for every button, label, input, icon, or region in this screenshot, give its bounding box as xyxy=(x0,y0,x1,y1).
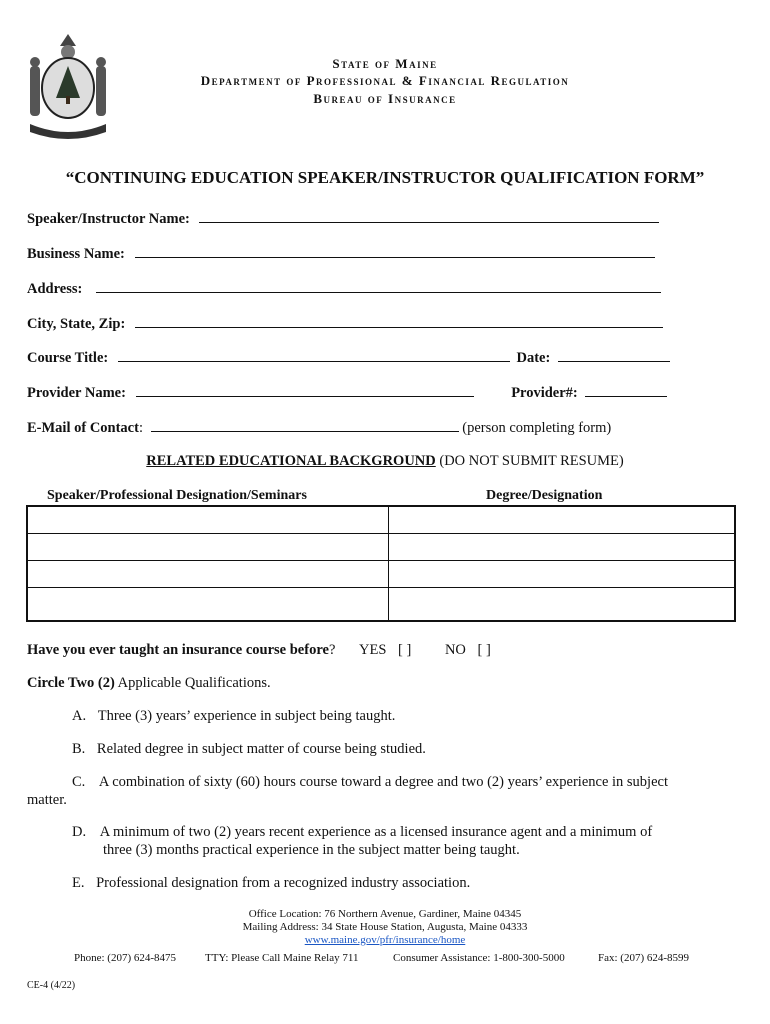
email-row: E-Mail of Contact: (person completing form) xyxy=(27,420,612,436)
circle-instruction xyxy=(27,675,271,692)
date-label: Date: xyxy=(516,350,551,366)
footer-url-link[interactable]: www.maine.gov/pfr/insurance/home xyxy=(304,934,466,946)
footer-url-row xyxy=(0,934,770,946)
circle-instruction-bold: Circle Two (2) xyxy=(27,675,115,691)
provider-name-field[interactable] xyxy=(136,384,474,397)
speaker-name-label: Speaker/Instructor Name: xyxy=(27,211,190,227)
col-header-designation: Speaker/Professional Designation/Seminars xyxy=(47,488,307,503)
provider-name-label: Provider Name: xyxy=(27,385,126,401)
table-row xyxy=(27,588,735,622)
option-d[interactable] xyxy=(72,824,652,841)
no-label: NO xyxy=(444,642,466,658)
option-letter: E. xyxy=(72,875,85,891)
provider-row xyxy=(27,384,667,402)
email-field[interactable] xyxy=(151,419,459,432)
speaker-name-row xyxy=(27,210,659,228)
table-row xyxy=(27,534,735,561)
col-header-degree: Degree/Designation xyxy=(486,488,603,503)
address-label: Address: xyxy=(27,281,83,297)
footer-phone: Phone: (207) 624-8475 xyxy=(74,952,177,964)
footer-office: Office Location: 76 Northern Avenue, Gardiner, Maine 04345 xyxy=(248,908,522,920)
table-cell[interactable] xyxy=(389,534,736,561)
table-row xyxy=(27,506,735,534)
yes-label: YES xyxy=(359,642,387,658)
footer-fax: Fax: (207) 624-8599 xyxy=(598,952,690,964)
option-c-continued: matter. xyxy=(27,792,67,808)
table-row xyxy=(27,561,735,588)
option-text: Related degree in subject matter of course being studied. xyxy=(96,741,426,757)
course-title-row xyxy=(27,349,670,367)
yes-checkbox[interactable]: [ ] xyxy=(398,642,412,658)
city-state-zip-row xyxy=(27,315,663,333)
business-name-field[interactable] xyxy=(135,245,655,258)
option-letter: A. xyxy=(72,708,87,724)
business-name-row xyxy=(27,245,655,263)
taught-question: Have you ever taught an insurance course before xyxy=(27,642,329,658)
footer-tty: TTY: Please Call Maine Relay 711 xyxy=(205,952,359,964)
footer-consumer: Consumer Assistance: 1-800-300-5000 xyxy=(393,952,565,964)
taught-question-row: Have you ever taught an insurance course before? YES [ ] NO [ ] xyxy=(27,642,491,658)
option-text: Three (3) years’ experience in subject being taught. xyxy=(97,708,396,724)
email-label: E-Mail of Contact xyxy=(27,420,139,436)
state-seal-icon xyxy=(26,32,110,140)
city-state-zip-field[interactable] xyxy=(135,315,663,328)
header-bureau: Bureau of Insurance xyxy=(313,91,457,106)
no-checkbox[interactable]: [ ] xyxy=(477,642,491,658)
table-cell[interactable] xyxy=(27,561,389,588)
course-title-field[interactable] xyxy=(118,349,510,362)
background-heading-row xyxy=(0,453,770,470)
option-b[interactable] xyxy=(72,741,426,758)
form-code: CE-4 (4/22) xyxy=(27,980,76,991)
circle-instruction-text: Applicable Qualifications. xyxy=(117,675,271,691)
option-text: A minimum of two (2) years recent experience as a licensed insurance agent and a minimum of xyxy=(99,824,653,840)
background-note: (DO NOT SUBMIT RESUME) xyxy=(439,453,624,469)
course-title-label: Course Title: xyxy=(27,350,109,366)
option-letter: D. xyxy=(72,824,87,840)
header-department: Department of Professional & Financial Regulation xyxy=(200,73,570,88)
provider-number-field[interactable] xyxy=(585,384,667,397)
option-c[interactable] xyxy=(72,774,668,791)
table-cell[interactable] xyxy=(27,588,389,622)
table-cell[interactable] xyxy=(27,506,389,534)
option-letter: C. xyxy=(72,774,86,790)
option-letter: B. xyxy=(72,741,86,757)
email-suffix: (person completing form) xyxy=(462,420,612,436)
table-cell[interactable] xyxy=(389,588,736,622)
option-a[interactable] xyxy=(72,708,395,725)
option-text: Professional designation from a recognized industry association. xyxy=(96,875,471,891)
address-row xyxy=(27,280,661,298)
header-state: State of Maine xyxy=(332,56,438,71)
form-title: “CONTINUING EDUCATION SPEAKER/INSTRUCTOR QUALIFICATION FORM” xyxy=(65,168,705,187)
option-d-continued: three (3) months practical experience in the subject matter being taught. xyxy=(103,842,520,858)
table-cell[interactable] xyxy=(27,534,389,561)
date-field[interactable] xyxy=(558,349,670,362)
speaker-name-field[interactable] xyxy=(199,210,659,223)
provider-number-label: Provider#: xyxy=(511,385,578,401)
address-field[interactable] xyxy=(96,280,661,293)
business-name-label: Business Name: xyxy=(27,246,125,262)
footer-mailing: Mailing Address: 34 State House Station, Augusta, Maine 04333 xyxy=(242,921,528,933)
table-cell[interactable] xyxy=(389,506,736,534)
background-heading: RELATED EDUCATIONAL BACKGROUND xyxy=(146,453,436,469)
option-text: A combination of sixty (60) hours course toward a degree and two (2) years’ experience in subject xyxy=(98,774,668,790)
background-table xyxy=(26,505,736,622)
option-e[interactable] xyxy=(72,875,470,892)
city-state-zip-label: City, State, Zip: xyxy=(27,316,126,332)
table-cell[interactable] xyxy=(389,561,736,588)
